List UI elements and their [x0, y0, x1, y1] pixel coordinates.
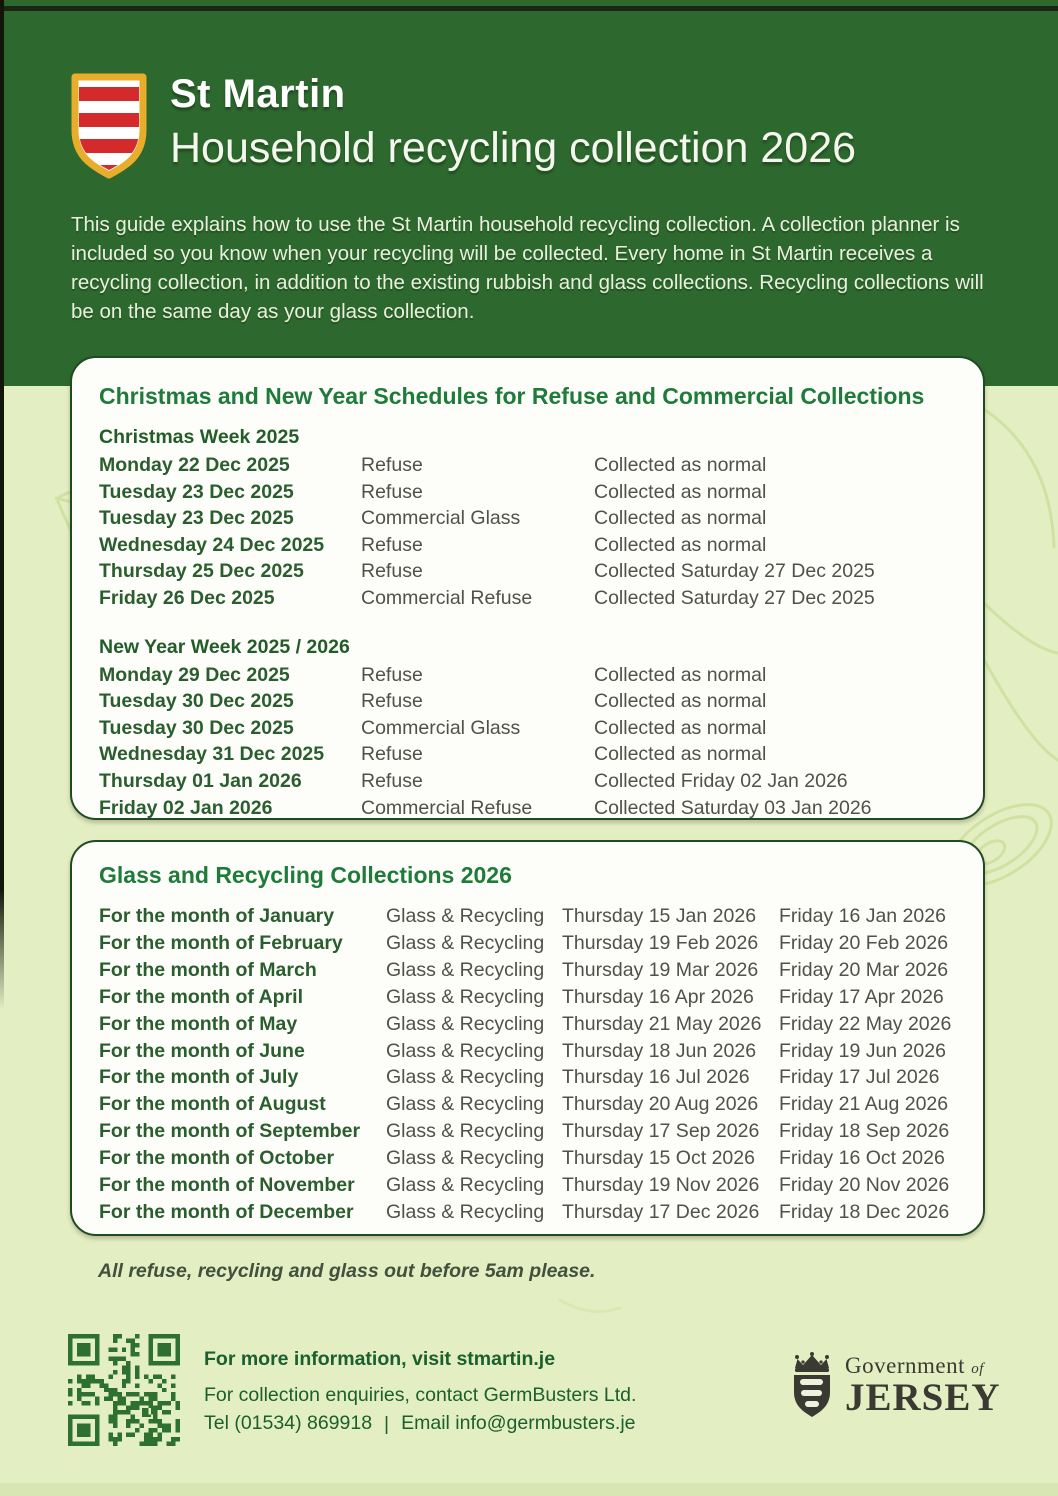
thursday-date: Thursday 18 Jun 2026: [562, 1039, 757, 1062]
scan-edge-left: [0, 0, 4, 1010]
collection-type: Refuse: [361, 560, 423, 583]
collection-type: Glass & Recycling: [386, 1200, 545, 1223]
header-banner: [0, 0, 1058, 386]
collection-type: Glass & Recycling: [386, 1066, 545, 1089]
schedule-date: Monday 29 Dec 2025: [99, 663, 290, 686]
collection-type: Glass & Recycling: [386, 985, 545, 1008]
jersey-crest-icon: [789, 1352, 835, 1420]
more-info-line: For more information, visit stmartin.je: [204, 1348, 556, 1370]
thursday-date: Thursday 21 May 2026: [562, 1012, 762, 1035]
friday-date: Friday 19 Jun 2026: [779, 1039, 946, 1062]
schedule-row: [99, 741, 965, 768]
collection-type: Commercial Glass: [361, 716, 521, 739]
christmas-week-table: [99, 452, 965, 612]
schedule-row: [99, 715, 965, 742]
email-label: Email info@germbusters.je: [401, 1412, 636, 1434]
monthly-collection-row: [99, 957, 965, 984]
collection-type: Refuse: [361, 743, 423, 766]
month-label: For the month of August: [99, 1093, 326, 1116]
thursday-date: Thursday 15 Oct 2026: [562, 1147, 755, 1170]
collection-status: Collected Friday 02 Jan 2026: [594, 769, 848, 792]
new-year-week-heading: New Year Week 2025 / 2026: [99, 635, 350, 658]
st-martin-crest-icon: [70, 72, 148, 180]
friday-date: Friday 20 Feb 2026: [779, 931, 949, 954]
jersey-text: JERSEY: [845, 1376, 1001, 1419]
collection-type: Glass & Recycling: [386, 1039, 545, 1062]
month-label: For the month of July: [99, 1066, 299, 1089]
month-label: For the month of October: [99, 1147, 335, 1170]
collection-type: Glass & Recycling: [386, 931, 545, 954]
schedule-row: [99, 688, 965, 715]
tel-email-line: [204, 1412, 636, 1435]
collection-type: Refuse: [361, 690, 423, 713]
thursday-date: Thursday 17 Dec 2026: [562, 1200, 760, 1223]
collection-type: Glass & Recycling: [386, 905, 545, 927]
scan-edge-bottom: [0, 1483, 1058, 1496]
schedule-row: [99, 795, 965, 822]
christmas-schedule-card: [70, 356, 985, 820]
friday-date: Friday 16 Jan 2026: [779, 905, 946, 927]
schedule-row: [99, 558, 965, 585]
thursday-date: Thursday 17 Sep 2026: [562, 1120, 760, 1143]
month-label: For the month of November: [99, 1174, 355, 1197]
schedule-row: [99, 768, 965, 795]
monthly-collection-row: [99, 903, 965, 930]
collection-type: Refuse: [361, 480, 423, 503]
schedule-date: Wednesday 24 Dec 2025: [99, 533, 325, 556]
friday-date: Friday 21 Aug 2026: [779, 1093, 949, 1116]
monthly-collection-row: [99, 1145, 965, 1172]
document-title: Household recycling collection 2026: [170, 124, 857, 172]
put-out-before-5am-note: All refuse, recycling and glass out before 5am please.: [98, 1260, 596, 1282]
schedule-date: Thursday 25 Dec 2025: [99, 560, 304, 583]
friday-date: Friday 17 Jul 2026: [779, 1066, 940, 1089]
schedule-row: [99, 505, 965, 532]
collection-type: Glass & Recycling: [386, 1093, 545, 1116]
collection-status: Collected Saturday 27 Dec 2025: [594, 586, 875, 609]
monthly-collection-row: [99, 930, 965, 957]
monthly-collection-row: [99, 1091, 965, 1118]
tel-label: Tel (01534) 869918: [204, 1412, 373, 1434]
parish-name: St Martin: [170, 72, 346, 116]
collection-type: Commercial Refuse: [361, 586, 533, 609]
collection-status: Collected as normal: [594, 690, 767, 713]
thursday-date: Thursday 19 Mar 2026: [562, 958, 759, 981]
qr-code: [66, 1334, 182, 1446]
collection-status: Collected as normal: [594, 533, 767, 556]
christmas-card-title: Christmas and New Year Schedules for Refuse and Commercial Collections: [99, 383, 925, 409]
monthly-collection-row: [99, 984, 965, 1011]
collection-type: Glass & Recycling: [386, 1147, 545, 1170]
monthly-collection-row: [99, 1064, 965, 1091]
of-text: of: [971, 1361, 984, 1377]
collection-status: Collected as normal: [594, 716, 767, 739]
month-label: For the month of March: [99, 958, 317, 981]
scan-edge-top: [4, 6, 1058, 11]
contact-block: [204, 1348, 636, 1435]
friday-date: Friday 16 Oct 2026: [779, 1147, 945, 1170]
schedule-date: Thursday 01 Jan 2026: [99, 769, 302, 792]
month-label: For the month of February: [99, 931, 343, 954]
separator: |: [384, 1413, 390, 1435]
schedule-row: [99, 532, 965, 559]
schedule-date: Wednesday 31 Dec 2025: [99, 743, 325, 766]
collection-status: Collected as normal: [594, 480, 767, 503]
thursday-date: Thursday 15 Jan 2026: [562, 905, 757, 927]
schedule-row: [99, 479, 965, 506]
friday-date: Friday 20 Nov 2026: [779, 1174, 950, 1197]
thursday-date: Thursday 20 Aug 2026: [562, 1093, 759, 1116]
glass-recycling-table: [99, 903, 965, 1226]
schedule-row: [99, 452, 965, 479]
collection-status: Collected as normal: [594, 743, 767, 766]
friday-date: Friday 18 Dec 2026: [779, 1200, 950, 1223]
schedule-date: Monday 22 Dec 2025: [99, 454, 290, 476]
glass-card-title: Glass and Recycling Collections 2026: [99, 862, 512, 888]
month-label: For the month of January: [99, 905, 335, 927]
intro-paragraph: This guide explains how to use the St Martin household recycling collection. A collection planner is included so you know when your recycling will be collected. Every home in St Martin receives a recycling collection, in addition to the existing rubbish and glass collections. Recycling collections will be on the same day as your glass collection.: [71, 213, 984, 323]
collection-type: Glass & Recycling: [386, 1120, 545, 1143]
collection-status: Collected Saturday 27 Dec 2025: [594, 560, 875, 583]
schedule-date: Friday 26 Dec 2025: [99, 586, 275, 609]
collection-type: Glass & Recycling: [386, 958, 545, 981]
collection-type: Commercial Glass: [361, 507, 521, 530]
collection-status: Collected Saturday 03 Jan 2026: [594, 796, 872, 819]
collection-status: Collected as normal: [594, 507, 767, 530]
month-label: For the month of April: [99, 985, 303, 1008]
schedule-date: Tuesday 23 Dec 2025: [99, 480, 294, 503]
schedule-date: Tuesday 30 Dec 2025: [99, 690, 294, 713]
collection-status: Collected as normal: [594, 454, 767, 476]
friday-date: Friday 18 Sep 2026: [779, 1120, 950, 1143]
collection-type: Refuse: [361, 454, 423, 476]
schedule-date: Tuesday 30 Dec 2025: [99, 716, 294, 739]
glass-recycling-card: [70, 840, 985, 1236]
friday-date: Friday 17 Apr 2026: [779, 985, 944, 1008]
government-of-jersey-logo: [789, 1352, 1001, 1420]
monthly-collection-row: [99, 1118, 965, 1145]
government-wordmark: [845, 1352, 1001, 1420]
collection-status: Collected as normal: [594, 663, 767, 686]
schedule-date: Tuesday 23 Dec 2025: [99, 507, 294, 530]
collection-type: Glass & Recycling: [386, 1012, 545, 1035]
friday-date: Friday 20 Mar 2026: [779, 958, 949, 981]
friday-date: Friday 22 May 2026: [779, 1012, 952, 1035]
collection-type: Glass & Recycling: [386, 1174, 545, 1197]
month-label: For the month of December: [99, 1200, 354, 1223]
monthly-collection-row: [99, 1172, 965, 1199]
month-label: For the month of September: [99, 1120, 361, 1143]
christmas-week-heading: Christmas Week 2025: [99, 426, 300, 448]
schedule-row: [99, 662, 965, 689]
monthly-collection-row: [99, 1199, 965, 1226]
thursday-date: Thursday 19 Feb 2026: [562, 931, 759, 954]
enquiries-line: For collection enquiries, contact GermBusters Ltd.: [204, 1384, 637, 1406]
government-text: Government: [845, 1353, 965, 1378]
month-label: For the month of May: [99, 1012, 298, 1035]
month-label: For the month of June: [99, 1039, 305, 1062]
collection-type: Commercial Refuse: [361, 796, 533, 819]
schedule-row: [99, 585, 965, 612]
monthly-collection-row: [99, 1011, 965, 1038]
collection-type: Refuse: [361, 769, 423, 792]
thursday-date: Thursday 19 Nov 2026: [562, 1174, 760, 1197]
collection-type: Refuse: [361, 663, 423, 686]
collection-type: Refuse: [361, 533, 423, 556]
schedule-date: Friday 02 Jan 2026: [99, 796, 273, 819]
monthly-collection-row: [99, 1038, 965, 1065]
thursday-date: Thursday 16 Apr 2026: [562, 985, 754, 1008]
thursday-date: Thursday 16 Jul 2026: [562, 1066, 750, 1089]
new-year-week-table: [99, 662, 965, 822]
